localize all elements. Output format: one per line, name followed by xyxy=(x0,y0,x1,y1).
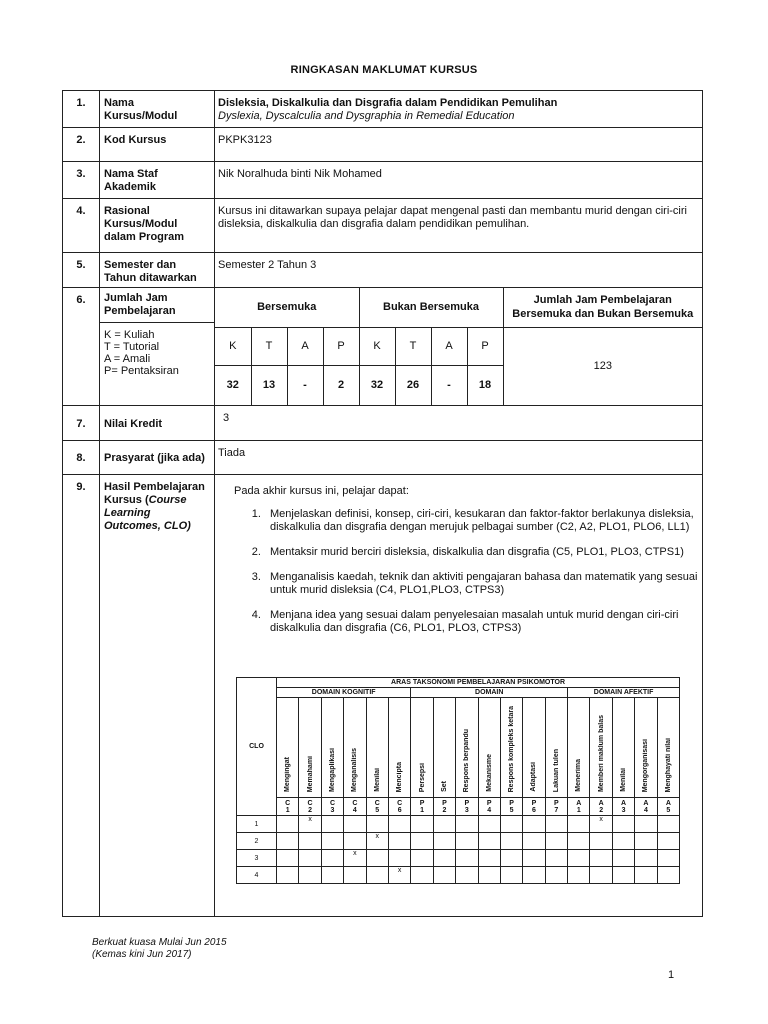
taxonomy-mark-cell xyxy=(568,833,590,850)
taxonomy-mark-cell xyxy=(277,816,299,833)
taxonomy-column-code xyxy=(456,798,478,816)
taxonomy-column-name: Mencipta xyxy=(396,761,404,792)
taxonomy-mark-cell xyxy=(478,850,500,867)
taxonomy-mark-cell xyxy=(612,833,634,850)
taxonomy-mark-cell xyxy=(366,867,388,884)
domain-kognitif: DOMAIN KOGNITIF xyxy=(277,688,411,698)
taxonomy-column-header xyxy=(366,698,388,798)
code-number: 6 xyxy=(397,806,402,814)
footer-note xyxy=(92,937,227,961)
row-label: Semester dan Tahun ditawarkan xyxy=(100,253,215,288)
taxonomy-mark-cell xyxy=(478,867,500,884)
taxonomy-mark-cell xyxy=(612,867,634,884)
taxonomy-column-name: Respons kompleks ketara xyxy=(508,705,516,792)
row-rationale xyxy=(63,199,703,253)
taxonomy-mark-cell xyxy=(500,867,522,884)
taxonomy-mark-cell: x xyxy=(366,833,388,850)
taxonomy-column-code xyxy=(478,798,500,816)
taxonomy-column-name: Mengingat xyxy=(284,757,292,792)
taxonomy-mark-cell xyxy=(612,816,634,833)
taxonomy-column-header xyxy=(433,698,455,798)
code-number: 6 xyxy=(532,806,536,814)
row-course-code xyxy=(63,128,703,162)
taxonomy-mark-cell xyxy=(523,850,545,867)
code-letter: C xyxy=(307,799,313,807)
legend-pentaksiran: P= Pentaksiran xyxy=(104,365,179,377)
row-label: Rasional Kursus/Modul dalam Program xyxy=(100,199,215,253)
code-letter: C xyxy=(352,799,358,807)
taxonomy-table xyxy=(236,677,680,884)
taxonomy-column-name: Mengaplikasi xyxy=(328,748,336,792)
row-label: Kod Kursus xyxy=(100,128,215,162)
course-name-value xyxy=(215,91,703,128)
taxonomy-mark-cell xyxy=(478,816,500,833)
document-title: RINGKASAN MAKLUMAT KURSUS xyxy=(290,64,478,76)
taxonomy-mark-cell xyxy=(277,850,299,867)
row-number: 5. xyxy=(63,253,100,288)
taxonomy-mark-cell xyxy=(299,850,321,867)
clo-number: 2 xyxy=(237,833,277,850)
taxonomy-row xyxy=(237,867,680,884)
taxonomy-mark-cell xyxy=(612,850,634,867)
taxonomy-column-code xyxy=(321,798,343,816)
clo-number: 4 xyxy=(237,867,277,884)
code-letter: P xyxy=(442,799,447,807)
code-letter: C xyxy=(397,799,403,807)
code-letter: A xyxy=(621,799,627,807)
row-number: 4. xyxy=(63,199,100,253)
clo-header: CLO xyxy=(237,678,277,816)
taxonomy-mark-cell xyxy=(411,833,433,850)
clo-item: 4. Menjana idea yang sesuai dalam penyelesaian masalah untuk murid dengan ciri-ciri diskalkulia dan disgrafia (C6, PLO1, PLO3, CTPS3) xyxy=(264,609,699,635)
clo-item: 3. Menganalisis kaedah, teknik dan aktiviti pengajaran bahasa dan matematik yang sesuai untuk murid disleksia (C4, PLO1,PLO3, CTPS3) xyxy=(264,571,699,597)
code-number: 4 xyxy=(352,806,357,814)
taxonomy-mark-cell xyxy=(388,816,410,833)
taxonomy-column-name: Menilai xyxy=(620,768,628,792)
code-cell: T xyxy=(251,327,287,365)
row-number: 2. xyxy=(63,128,100,162)
code-letter: C xyxy=(285,799,291,807)
taxonomy-mark-cell xyxy=(523,867,545,884)
domain-psikomotor: DOMAIN xyxy=(411,688,568,698)
taxonomy-mark-cell xyxy=(657,867,679,884)
code-number: 2 xyxy=(599,806,604,814)
taxonomy-mark-cell xyxy=(545,816,567,833)
taxonomy-mark-cell xyxy=(545,833,567,850)
code-letter: P xyxy=(486,799,492,807)
code-letter: C xyxy=(374,799,380,807)
code-number: 5 xyxy=(375,806,380,814)
taxonomy-mark-cell xyxy=(277,867,299,884)
credit-value: 3 xyxy=(215,406,703,441)
taxonomy-column-name: Lakuan tulen xyxy=(552,748,560,792)
row-label: Nama Kursus/Modul xyxy=(100,91,215,128)
taxonomy-mark-cell xyxy=(590,833,612,850)
row-prerequisite xyxy=(63,441,703,475)
header-bukan-bersemuka: Bukan Bersemuka xyxy=(359,288,503,327)
row-label: Prasyarat (jika ada) xyxy=(100,441,215,475)
header-total-hours: Jumlah Jam Pembelajaran Bersemuka dan Bukan Bersemuka xyxy=(503,288,702,327)
taxonomy-column-header xyxy=(590,698,612,798)
taxonomy-mark-cell xyxy=(321,816,343,833)
hours-value: 18 xyxy=(467,365,503,405)
taxonomy-mark-cell xyxy=(411,867,433,884)
taxonomy-mark-cell xyxy=(590,850,612,867)
taxonomy-column-header xyxy=(545,698,567,798)
header-bersemuka: Bersemuka xyxy=(215,288,359,327)
taxonomy-mark-cell xyxy=(299,867,321,884)
clo-intro: Pada akhir kursus ini, pelajar dapat: xyxy=(234,485,409,497)
code-letter: A xyxy=(576,799,582,807)
code-number: 2 xyxy=(442,806,447,814)
code-letter: A xyxy=(665,799,671,807)
taxonomy-mark-cell xyxy=(635,816,657,833)
code-cell: P xyxy=(467,327,503,365)
prerequisite-value: Tiada xyxy=(215,441,703,475)
taxonomy-mark-cell xyxy=(500,816,522,833)
code-cell: A xyxy=(287,327,323,365)
hours-value: 2 xyxy=(323,365,359,405)
row-credit xyxy=(63,406,703,441)
taxonomy-row xyxy=(237,816,680,833)
learning-hours-table-cell xyxy=(215,288,703,406)
hours-value: 32 xyxy=(215,365,251,405)
row-number: 9. xyxy=(63,475,100,917)
taxonomy-mark-cell xyxy=(344,833,366,850)
taxonomy-column-header xyxy=(344,698,366,798)
taxonomy-mark-cell xyxy=(500,833,522,850)
taxonomy-column-code xyxy=(545,798,567,816)
hours-value: 26 xyxy=(395,365,431,405)
code-number: 1 xyxy=(420,806,424,814)
taxonomy-mark-cell xyxy=(657,833,679,850)
code-letter: A xyxy=(643,799,649,807)
hours-value: - xyxy=(287,365,323,405)
taxonomy-column-header xyxy=(612,698,634,798)
code-cell: T xyxy=(395,327,431,365)
row-semester xyxy=(63,253,703,288)
taxonomy-column-header xyxy=(478,698,500,798)
taxonomy-mark-cell xyxy=(568,867,590,884)
taxonomy-mark-cell xyxy=(388,850,410,867)
taxonomy-mark-cell xyxy=(344,867,366,884)
taxonomy-column-code xyxy=(344,798,366,816)
taxonomy-mark-cell xyxy=(321,867,343,884)
taxonomy-mark-cell xyxy=(299,833,321,850)
taxonomy-mark-cell xyxy=(433,850,455,867)
semester-value: Semester 2 Tahun 3 xyxy=(215,253,703,288)
taxonomy-row xyxy=(237,850,680,867)
clo-label-english: Course Learning Outcomes, CLO) xyxy=(104,494,191,532)
taxonomy-column-name: Menerima xyxy=(575,759,583,792)
legend-amali: A = Amali xyxy=(104,353,151,365)
code-cell: P xyxy=(323,327,359,365)
total-hours-value: 123 xyxy=(503,327,702,405)
taxonomy-row xyxy=(237,833,680,850)
code-number: 1 xyxy=(576,806,581,814)
academic-staff-value: Nik Noralhuda binti Nik Mohamed xyxy=(215,162,703,199)
row-number: 8. xyxy=(63,441,100,475)
taxonomy-column-code xyxy=(612,798,634,816)
taxonomy-mark-cell: x xyxy=(344,850,366,867)
taxonomy-mark-cell: x xyxy=(590,816,612,833)
taxonomy-column-name: Set xyxy=(440,781,448,792)
code-number: 5 xyxy=(509,806,514,814)
row-course-name xyxy=(63,91,703,128)
taxonomy-mark-cell xyxy=(277,833,299,850)
clo-label-malay: Hasil Pembelajaran Kursus ( xyxy=(104,481,205,506)
taxonomy-mark-cell xyxy=(568,816,590,833)
taxonomy-column-header xyxy=(523,698,545,798)
row-number: 6. xyxy=(63,288,100,406)
code-letter: P xyxy=(419,799,425,807)
code-cell: A xyxy=(431,327,467,365)
taxonomy-mark-cell xyxy=(657,850,679,867)
taxonomy-mark-cell xyxy=(568,850,590,867)
code-number: 3 xyxy=(464,806,469,814)
course-name-malay: Disleksia, Diskalkulia dan Disgrafia dalam Pendidikan Pemulihan xyxy=(218,97,558,109)
code-letter: P xyxy=(554,799,559,807)
taxonomy-column-code xyxy=(635,798,657,816)
taxonomy-column-name: Memberi maklum balas xyxy=(597,714,605,792)
row-academic-staff xyxy=(63,162,703,199)
clo-number: 1 xyxy=(237,816,277,833)
taxonomy-column-code xyxy=(500,798,522,816)
taxonomy-column-header xyxy=(321,698,343,798)
row-label: Nilai Kredit xyxy=(100,406,215,441)
code-letter: P xyxy=(464,799,470,807)
row-number: 3. xyxy=(63,162,100,199)
taxonomy-mark-cell xyxy=(433,867,455,884)
taxonomy-mark-cell xyxy=(433,816,455,833)
taxonomy-column-name: Persepsi xyxy=(418,762,426,792)
row-number: 1. xyxy=(63,91,100,128)
legend-kuliah: K = Kuliah xyxy=(104,329,155,341)
clo-number: 3 xyxy=(237,850,277,867)
taxonomy-column-code xyxy=(590,798,612,816)
taxonomy-column-header xyxy=(657,698,679,798)
taxonomy-mark-cell xyxy=(366,850,388,867)
taxonomy-mark-cell xyxy=(321,833,343,850)
taxonomy-mark-cell xyxy=(456,850,478,867)
row-number: 7. xyxy=(63,406,100,441)
code-number: 3 xyxy=(330,806,335,814)
code-cell: K xyxy=(215,327,251,365)
row-label: Jumlah Jam Pembelajaran xyxy=(104,292,176,317)
taxonomy-mark-cell xyxy=(635,850,657,867)
taxonomy-column-code xyxy=(411,798,433,816)
course-name-english: Dyslexia, Dyscalculia and Dysgraphia in Remedial Education xyxy=(218,110,515,122)
code-letter: A xyxy=(598,799,604,807)
taxonomy-column-header xyxy=(456,698,478,798)
taxonomy-column-header xyxy=(299,698,321,798)
learning-hours-label-cell xyxy=(100,288,215,406)
taxonomy-column-header xyxy=(411,698,433,798)
taxonomy-mark-cell xyxy=(344,816,366,833)
taxonomy-mark-cell xyxy=(321,850,343,867)
taxonomy-column-name: Menghayati nilai xyxy=(664,737,672,792)
taxonomy-mark-cell xyxy=(478,833,500,850)
taxonomy-column-code xyxy=(657,798,679,816)
taxonomy-column-code xyxy=(299,798,321,816)
taxonomy-column-name: Mengorganisasi xyxy=(642,738,650,792)
taxonomy-column-header xyxy=(635,698,657,798)
row-label xyxy=(100,475,215,917)
taxonomy-column-name: Adaptasi xyxy=(530,762,538,792)
taxonomy-column-code xyxy=(523,798,545,816)
rationale-value: Kursus ini ditawarkan supaya pelajar dapat mengenal pasti dan membantu murid dengan ciri-ciri disleksia, diskalkulia dan disgrafia dalam pendidikan pemulihan. xyxy=(215,199,703,253)
hours-value: - xyxy=(431,365,467,405)
taxonomy-mark-cell xyxy=(500,850,522,867)
row-label: Nama Staf Akademik xyxy=(100,162,215,199)
code-letter: P xyxy=(531,799,537,807)
footer-effective: Berkuat kuasa Mulai Jun 2015 xyxy=(92,937,227,948)
taxonomy-title: ARAS TAKSONOMI PEMBELAJARAN PSIKOMOTOR xyxy=(277,678,680,688)
taxonomy-mark-cell: x xyxy=(388,867,410,884)
taxonomy-mark-cell xyxy=(411,850,433,867)
taxonomy-mark-cell xyxy=(635,833,657,850)
code-number: 5 xyxy=(666,806,671,814)
taxonomy-mark-cell xyxy=(456,816,478,833)
taxonomy-column-name: Menganalisis xyxy=(351,748,359,792)
hours-legend xyxy=(100,322,214,403)
code-number: 4 xyxy=(643,806,648,814)
page-number: 1 xyxy=(668,969,675,981)
code-letter: P xyxy=(509,799,514,807)
row-learning-hours xyxy=(63,288,703,406)
taxonomy-column-name: Menilai xyxy=(373,768,381,792)
code-cell: K xyxy=(359,327,395,365)
course-code-value: PKPK3123 xyxy=(215,128,703,162)
code-number: 4 xyxy=(487,806,492,814)
taxonomy-mark-cell: x xyxy=(299,816,321,833)
taxonomy-column-header xyxy=(568,698,590,798)
taxonomy-column-header xyxy=(277,698,299,798)
taxonomy-column-header xyxy=(388,698,410,798)
taxonomy-mark-cell xyxy=(456,833,478,850)
taxonomy-column-code xyxy=(277,798,299,816)
taxonomy-mark-cell xyxy=(545,867,567,884)
taxonomy-mark-cell xyxy=(590,867,612,884)
taxonomy-mark-cell xyxy=(635,867,657,884)
taxonomy-column-name: Mekanisme xyxy=(485,754,493,792)
hours-value: 32 xyxy=(359,365,395,405)
legend-tutorial: T = Tutorial xyxy=(104,341,160,353)
hours-value: 13 xyxy=(251,365,287,405)
taxonomy-mark-cell xyxy=(523,816,545,833)
clo-item: 1. Menjelaskan definisi, konsep, ciri-ciri, kesukaran dan faktor-faktor berlakunya disleksia, diskalkulia dan disgrafia dengan merujuk pelbagai sumber (C2, A2, PLO1, PLO6, LL1) xyxy=(264,508,699,534)
taxonomy-mark-cell xyxy=(366,816,388,833)
code-number: 2 xyxy=(308,806,313,814)
taxonomy-mark-cell xyxy=(657,816,679,833)
code-letter: C xyxy=(329,799,335,807)
taxonomy-column-name: Memahami xyxy=(306,755,314,792)
taxonomy-column-code xyxy=(366,798,388,816)
taxonomy-mark-cell xyxy=(456,867,478,884)
code-number: 1 xyxy=(285,806,290,814)
learning-hours-table xyxy=(215,288,702,405)
taxonomy-mark-cell xyxy=(388,833,410,850)
taxonomy-column-code xyxy=(568,798,590,816)
footer-updated: (Kemas kini Jun 2017) xyxy=(92,949,192,960)
clo-list xyxy=(218,508,699,635)
taxonomy-column-header xyxy=(500,698,522,798)
taxonomy-column-name: Respons berpandu xyxy=(463,728,471,792)
clo-item: 2. Mentaksir murid berciri disleksia, diskalkulia dan disgrafia (C5, PLO1, PLO3, CTPS1) xyxy=(264,546,699,559)
taxonomy-mark-cell xyxy=(545,850,567,867)
taxonomy-column-code xyxy=(433,798,455,816)
code-number: 3 xyxy=(621,806,626,814)
taxonomy-mark-cell xyxy=(523,833,545,850)
taxonomy-column-code xyxy=(388,798,410,816)
code-number: 7 xyxy=(554,806,559,814)
domain-afektif: DOMAIN AFEKTIF xyxy=(568,688,680,698)
taxonomy-mark-cell xyxy=(433,833,455,850)
taxonomy-mark-cell xyxy=(411,816,433,833)
